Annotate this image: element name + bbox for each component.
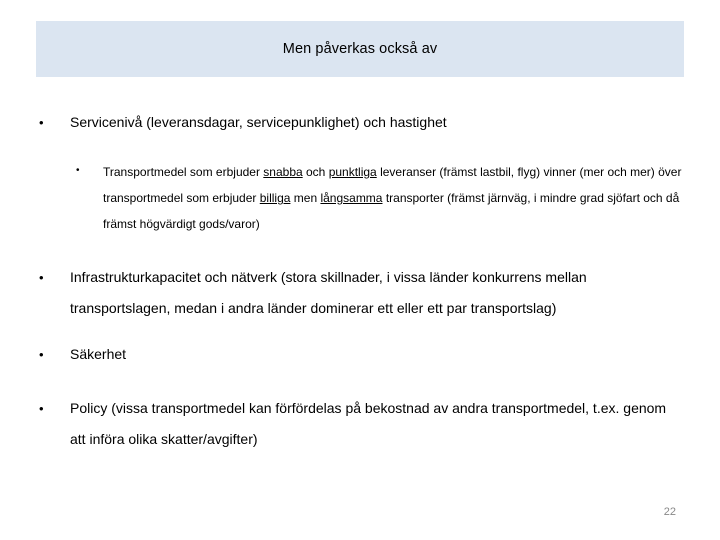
- sub-text-snabba: snabba: [263, 165, 303, 179]
- title-bar: [36, 21, 684, 77]
- list-item-1: Servicenivå (leveransdagar, servicepunklighet) och hastighet: [70, 114, 447, 130]
- sub-text-3: leveranser (främst lastbil, flyg) vinner (mer och mer) över transportmedel som erbjuder: [103, 165, 682, 205]
- sub-text-1: Transportmedel som erbjuder: [103, 165, 264, 179]
- slide-title: Men påverkas också av: [282, 41, 438, 57]
- sub-text-billiga: billiga: [259, 191, 291, 205]
- list-item-3: Säkerhet: [70, 346, 127, 362]
- sub-text-punktliga: punktliga: [328, 165, 377, 179]
- sub-bullet-1: •: [76, 165, 80, 176]
- sub-list-item-1: [103, 159, 693, 237]
- list-item-4: Policy (vissa transportmedel kan förfördelas på bekostnad av andra transportmedel, t.ex. genom att införa olika skatter/avgifter): [70, 400, 667, 447]
- sub-text-2: och: [302, 165, 329, 179]
- sub-text-langsamma: långsamma: [320, 191, 383, 205]
- bullet-4: •: [39, 401, 44, 416]
- bullet-2: •: [39, 270, 44, 285]
- bullet-1: •: [39, 115, 44, 130]
- sub-text-4: men: [290, 191, 321, 205]
- list-item-2: Infrastrukturkapacitet och nätverk (stora skillnader, i vissa länder konkurrens mellan transportslagen, medan i andra länder dominerar ett eller ett par transportslag): [70, 269, 587, 316]
- bullet-3: •: [39, 347, 44, 362]
- page-number: 22: [663, 506, 676, 518]
- sub-text-5: transporter (främst järnväg, i mindre grad sjöfart och då främst högvärdigt gods/varor): [103, 191, 680, 231]
